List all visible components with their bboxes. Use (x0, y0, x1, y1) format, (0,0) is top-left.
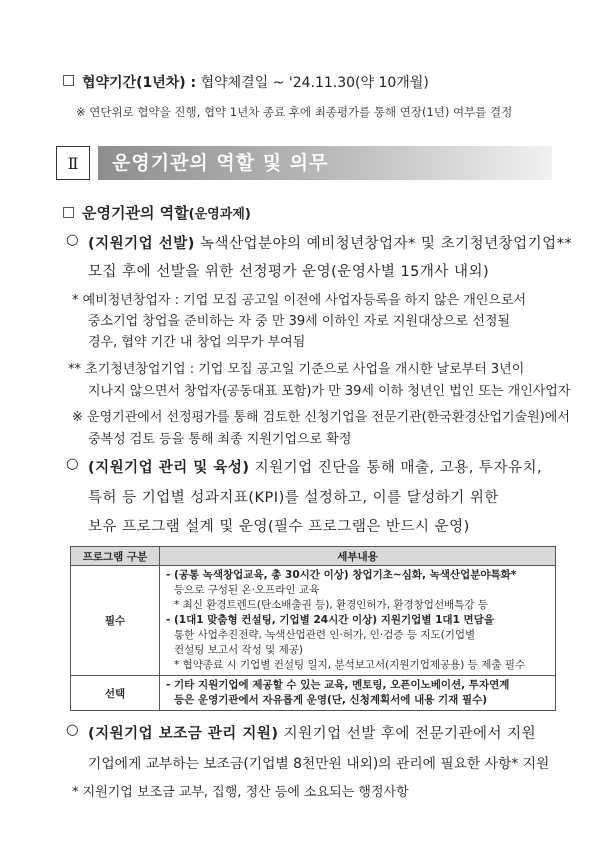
table-header: 프로그램 구분 (71, 547, 160, 566)
circle-bullet: ○ (66, 456, 80, 472)
table-row (71, 676, 556, 711)
section-title: 운영기관의 역할 및 의무 (112, 152, 329, 174)
detail-line: 통한 사업추진전략, 녹색산업관련 인·허가, 인·검증 등 지도(기업별 (174, 629, 476, 641)
term-note: ※ 연단위로 협약을 진행, 협약 1년차 종료 후에 최종평가를 통해 연장(1년) 여부를 결정 (76, 105, 513, 119)
role-subtitle: (운영과제) (188, 207, 251, 222)
item2-line3: 보유 프로그램 설계 및 운영(필수 프로그램은 반드시 운영) (88, 519, 470, 535)
detail-cell (160, 676, 556, 711)
term-value: 협약체결일 ~ '24.11.30(약 10개월) (200, 75, 429, 91)
detail-line: * 최신 환경트렌드(탄소배출권 등), 환경인허가, 환경창업선배특강 등 (174, 599, 489, 611)
detail-line: - 기타 지원기업에 제공할 수 있는 교육, 멘토링, 오픈이노베이션, 투자연계 (166, 679, 510, 691)
category-cell: 선택 (71, 676, 160, 711)
table-header-row (71, 547, 556, 566)
detail-line: 등은 운영기관에서 자유롭게 운영(단, 신청계획서에 내용 기재 필수) (174, 694, 488, 706)
item2-text: 지원기업 진단을 통해 매출, 고용, 투자유치, (254, 460, 543, 476)
last-note: * 지원기업 보조금 교부, 집행, 정산 등에 소요되는 행정사항 (72, 785, 409, 800)
term-line (82, 72, 429, 92)
category-cell: 필수 (71, 566, 160, 676)
item1-text: 녹색산업분야의 예비청년창업자* 및 초기청년창업기업** (199, 236, 573, 252)
note-line: 중복성 검토 등을 통해 최종 지원기업으로 확정 (88, 432, 352, 447)
item2-head: (지원기업 관리 및 육성) (88, 460, 250, 476)
item1-line1 (88, 232, 572, 253)
item3-line2: 기업에게 교부하는 보조금(기업별 8천만원 내외)의 관리에 필요한 사항* 지원 (88, 756, 550, 772)
circle-bullet: ○ (66, 722, 80, 738)
table-header: 세부내용 (160, 547, 556, 566)
term-label: 협약기간(1년차) : (82, 75, 197, 91)
circle-bullet: ○ (66, 232, 80, 248)
square-bullet: □ (62, 204, 76, 220)
detail-line: - (1대1 맞춤형 컨설팅, 기업별 24시간 이상) 지원기업별 1대1 면담을 (166, 614, 494, 626)
note-line: ※ 운영기관에서 선정평가를 통해 검토한 신청기업을 전문기관(한국환경산업기술원)에서 (72, 410, 570, 425)
item3-line1 (88, 722, 536, 743)
detail-cell (160, 566, 556, 676)
section-number: Ⅱ (56, 146, 90, 180)
note-line: * 예비청년창업자 : 기업 모집 공고일 이전에 사업자등록을 하지 않은 개인으로서 (72, 293, 527, 308)
detail-line: 등으로 구성된 온·오프라인 교육 (174, 584, 320, 596)
item2-line1 (88, 456, 542, 477)
item3-head: (지원기업 보조금 관리 지원) (88, 726, 279, 742)
role-heading (82, 202, 251, 223)
note-line: 경우, 협약 기간 내 창업 의무가 부여됨 (88, 335, 306, 350)
item1-head: (지원기업 선발) (88, 236, 195, 252)
program-table (70, 546, 556, 711)
role-title: 운영기관의 역할 (82, 204, 189, 222)
item2-line2: 특허 등 기업별 성과지표(KPI)를 설정하고, 이를 달성하기 위한 (88, 490, 499, 506)
detail-line: 컨설팅 보고서 작성 및 제공) (174, 644, 304, 656)
note-line: ** 초기청년창업기업 : 기업 모집 공고일 기준으로 사업을 개시한 날로부터 3년이 (68, 362, 525, 377)
detail-line: * 협약종료 시 기업별 컨설팅 일지, 분석보고서(지원기업제공용) 등 제출 필수 (174, 659, 526, 671)
note-line: 지나지 않으면서 창업자(공동대표 포함)가 만 39세 이하 청년인 법인 또는 개인사업자 (88, 384, 571, 399)
table-row (71, 566, 556, 676)
item1-line2: 모집 후에 선발을 위한 선정평가 운영(운영사별 15개사 내외) (88, 264, 490, 280)
note-line: 중소기업 창업을 준비하는 자 중 만 39세 이하인 자로 지원대상으로 선정될 (88, 314, 511, 329)
detail-line: - (공통 녹색창업교육, 총 30시간 이상) 창업기초~심화, 녹색산업분야특화* (166, 569, 517, 581)
item3-text: 지원기업 선발 후에 전문기관에서 지원 (283, 726, 537, 742)
square-bullet: □ (62, 72, 76, 88)
